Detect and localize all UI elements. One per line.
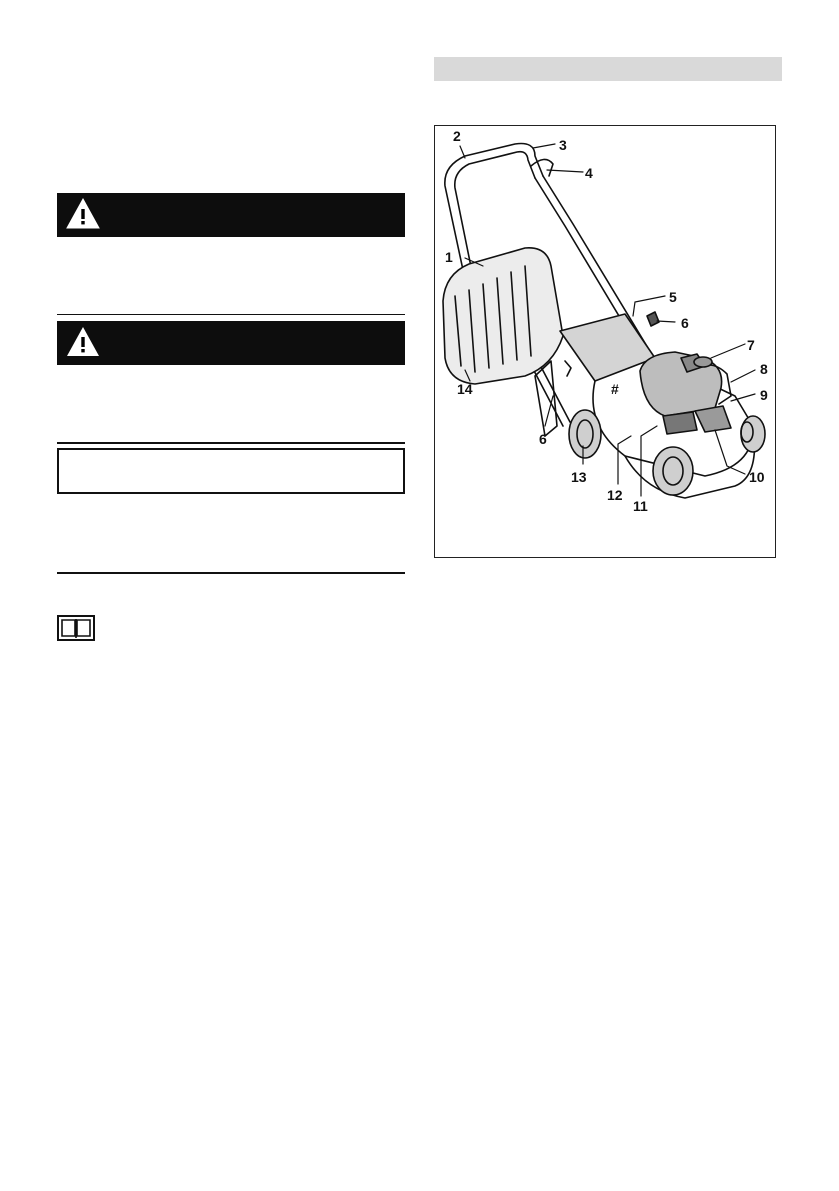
callout-4: 4 bbox=[585, 165, 593, 181]
callout-3: 3 bbox=[559, 137, 567, 153]
open-book-icon bbox=[57, 615, 95, 641]
callout-6-right: 6 bbox=[681, 315, 689, 331]
lawnmower-figure bbox=[434, 125, 776, 558]
callout-9: 9 bbox=[760, 387, 768, 403]
note-box bbox=[57, 448, 405, 494]
callout-11: 11 bbox=[633, 498, 648, 514]
callout-7: 7 bbox=[747, 337, 755, 353]
callout-6-left: 6 bbox=[539, 431, 547, 447]
callout-8: 8 bbox=[760, 361, 768, 377]
warning-banner-2 bbox=[57, 321, 405, 365]
callout-12: 12 bbox=[607, 487, 623, 503]
divider bbox=[57, 314, 405, 315]
lawnmower-illustration bbox=[435, 126, 775, 557]
warning-banner-1 bbox=[57, 193, 405, 237]
section-heading-bar bbox=[434, 57, 782, 81]
callout-2: 2 bbox=[453, 128, 461, 144]
callout-hash: # bbox=[611, 381, 619, 397]
callout-1: 1 bbox=[445, 249, 453, 265]
callout-10: 10 bbox=[749, 469, 765, 485]
callout-5: 5 bbox=[669, 289, 677, 305]
warning-triangle-icon bbox=[65, 197, 101, 231]
callout-14: 14 bbox=[457, 381, 473, 397]
warning-triangle-icon bbox=[65, 325, 101, 359]
divider bbox=[57, 572, 405, 574]
callout-13: 13 bbox=[571, 469, 587, 485]
divider bbox=[57, 442, 405, 444]
